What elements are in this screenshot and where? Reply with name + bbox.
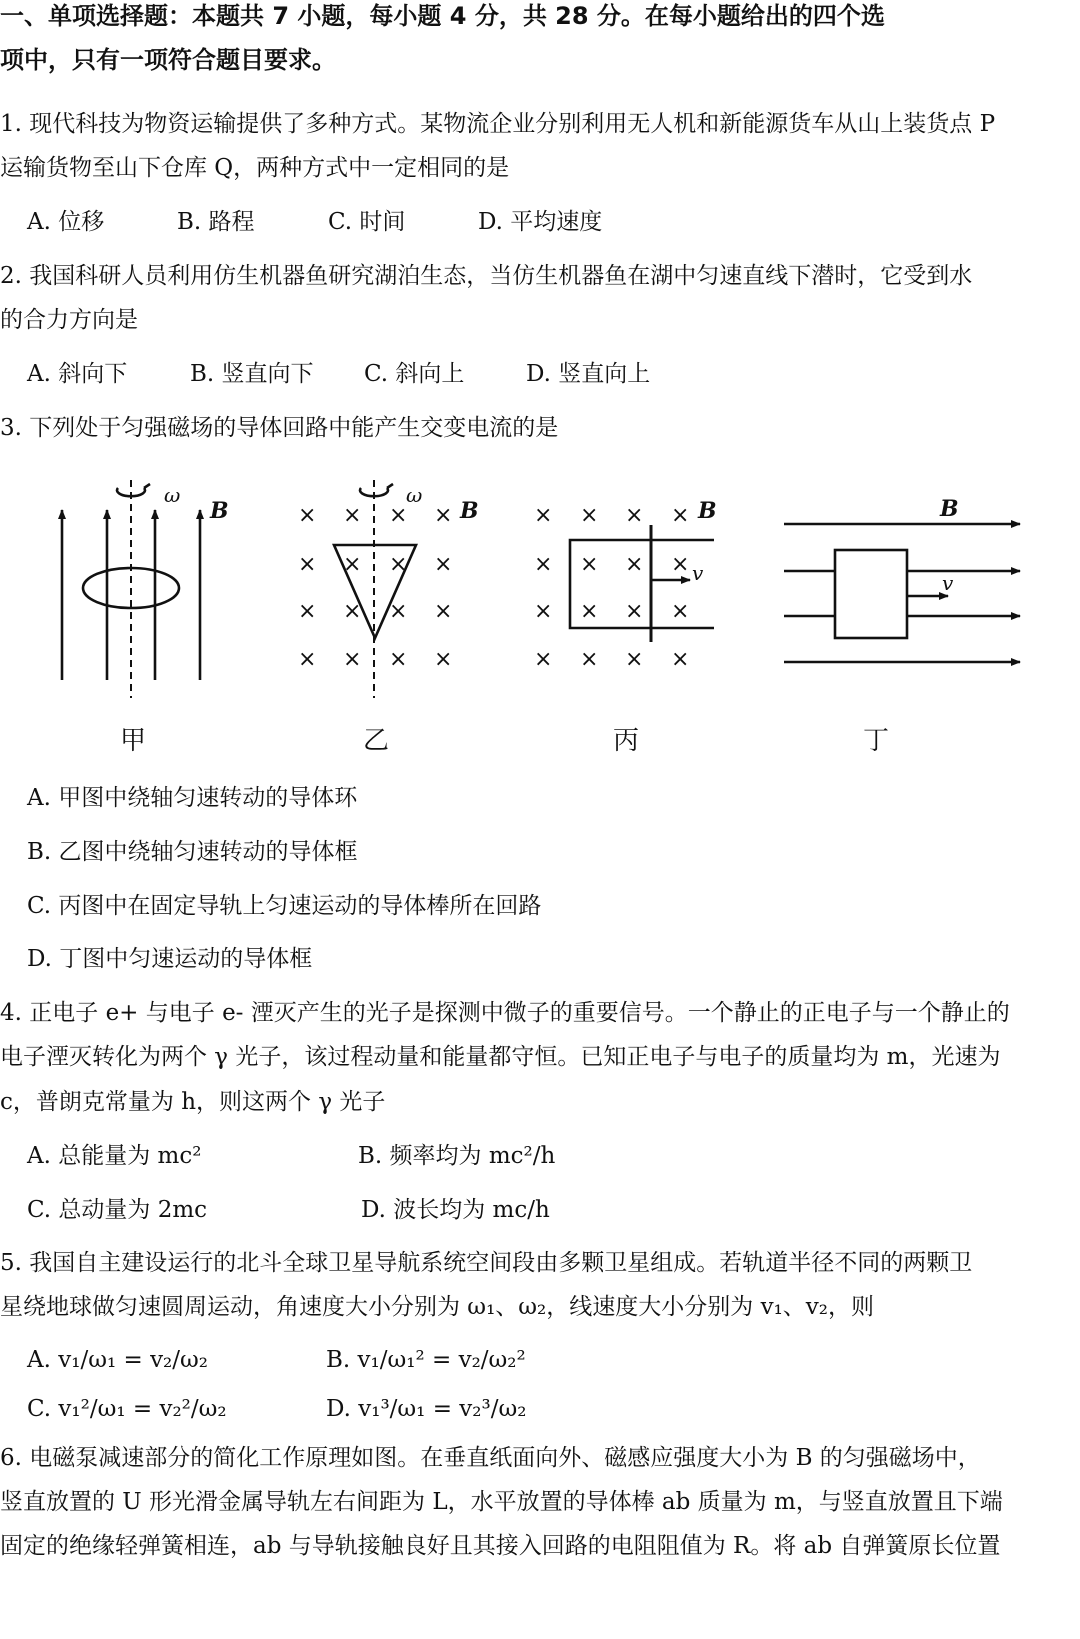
q5-option-a: A. v₁/ω₁ = v₂/ω₂ [27, 1347, 209, 1373]
svg-text:×: × [671, 647, 690, 672]
svg-text:×: × [434, 503, 453, 528]
q1-option-a: A. 位移 [27, 209, 105, 235]
svg-text:×: × [343, 552, 362, 577]
question-5-line-1: 5. 我国自主建设运行的北斗全球卫星导航系统空间段由多颗卫星组成。若轨道半径不同的两颗卫 [0, 1250, 973, 1276]
caption-jia: 甲 [120, 726, 147, 756]
caption-ding: 丁 [863, 726, 890, 756]
svg-text:×: × [534, 503, 553, 528]
svg-text:×: × [298, 599, 317, 624]
v-label-bing: v [692, 561, 704, 585]
question-1-line-1: 1. 现代科技为物资运输提供了多种方式。某物流企业分别利用无人机和新能源货车从山上装货点 P [0, 111, 996, 137]
svg-text:×: × [434, 647, 453, 672]
svg-text:×: × [298, 647, 317, 672]
q1-option-d: D. 平均速度 [478, 209, 603, 235]
svg-text:×: × [580, 503, 599, 528]
q1-option-c: C. 时间 [328, 209, 406, 235]
question-3-line-1: 3. 下列处于匀强磁场的导体回路中能产生交变电流的是 [0, 415, 559, 441]
question-4-line-3: c，普朗克常量为 h，则这两个 γ 光子 [0, 1089, 386, 1115]
q3-option-a: A. 甲图中绕轴匀速转动的导体环 [27, 785, 358, 811]
question-2-line-2: 的合力方向是 [0, 307, 138, 333]
q2-option-c: C. 斜向上 [364, 361, 465, 387]
q4-option-d: D. 波长均为 mc/h [361, 1197, 550, 1223]
q5-option-c: C. v₁²/ω₁ = v₂²/ω₂ [27, 1396, 227, 1422]
figure-bing [534, 498, 717, 672]
q5-option-b: B. v₁/ω₁² = v₂/ω₂² [326, 1347, 526, 1373]
question-6-line-2: 竖直放置的 U 形光滑金属导轨左右间距为 L，水平放置的导体棒 ab 质量为 m，与竖直放置且下端 [0, 1489, 1003, 1515]
q1-option-b: B. 路程 [177, 209, 255, 235]
omega-label-jia: ω [164, 483, 181, 507]
b-label-jia: B [210, 498, 229, 524]
section-heading-line-2: 项中，只有一项符合题目要求。 [0, 46, 336, 74]
v-label-ding: v [942, 571, 954, 595]
svg-text:×: × [389, 552, 408, 577]
svg-text:×: × [671, 552, 690, 577]
q3-figure [0, 480, 1080, 760]
svg-text:×: × [298, 503, 317, 528]
q4-option-b: B. 频率均为 mc²/h [358, 1143, 556, 1169]
q3-option-d: D. 丁图中匀速运动的导体框 [27, 946, 313, 972]
q2-option-d: D. 竖直向上 [526, 361, 651, 387]
svg-text:×: × [389, 503, 408, 528]
figure-yi [298, 480, 479, 698]
svg-text:×: × [343, 647, 362, 672]
svg-text:×: × [625, 647, 644, 672]
question-4-line-2: 电子湮灭转化为两个 γ 光子，该过程动量和能量都守恒。已知正电子与电子的质量均为 m，光速为 [0, 1044, 1001, 1070]
svg-text:×: × [625, 552, 644, 577]
b-label-yi: B [460, 498, 479, 524]
svg-text:×: × [298, 552, 317, 577]
omega-label-yi: ω [406, 483, 423, 507]
svg-text:×: × [389, 647, 408, 672]
svg-text:×: × [671, 599, 690, 624]
svg-text:×: × [534, 599, 553, 624]
q4-option-a: A. 总能量为 mc² [27, 1143, 202, 1169]
svg-text:×: × [625, 503, 644, 528]
svg-text:×: × [343, 503, 362, 528]
q4-option-c: C. 总动量为 2mc [27, 1197, 208, 1223]
b-label-bing: B [698, 498, 717, 524]
question-6-line-3: 固定的绝缘轻弹簧相连，ab 与导轨接触良好且其接入回路的电阻阻值为 R。将 ab 自弹簧原长位置 [0, 1533, 1001, 1559]
caption-yi: 乙 [363, 726, 390, 756]
q2-option-b: B. 竖直向下 [190, 361, 314, 387]
svg-text:×: × [580, 552, 599, 577]
q3-option-b: B. 乙图中绕轴匀速转动的导体框 [27, 839, 358, 865]
question-5-line-2: 星绕地球做匀速圆周运动，角速度大小分别为 ω₁、ω₂，线速度大小分别为 v₁、v₂，则 [0, 1294, 874, 1320]
svg-text:×: × [534, 647, 553, 672]
question-6-line-1: 6. 电磁泵减速部分的简化工作原理如图。在垂直纸面向外、磁感应强度大小为 B 的匀强磁场中， [0, 1445, 981, 1471]
q2-option-a: A. 斜向下 [27, 361, 128, 387]
b-label-ding: B [940, 496, 959, 522]
svg-text:×: × [534, 552, 553, 577]
figure-jia [62, 480, 229, 698]
svg-text:×: × [671, 503, 690, 528]
q3-option-c: C. 丙图中在固定导轨上匀速运动的导体棒所在回路 [27, 893, 542, 919]
section-heading-line-1: 一、单项选择题：本题共 7 小题，每小题 4 分，共 28 分。在每小题给出的四个选 [0, 2, 885, 30]
svg-text:×: × [434, 552, 453, 577]
q5-option-d: D. v₁³/ω₁ = v₂³/ω₂ [326, 1396, 527, 1422]
svg-text:×: × [389, 599, 408, 624]
figure-ding [784, 496, 1020, 662]
svg-text:×: × [625, 599, 644, 624]
svg-text:×: × [343, 599, 362, 624]
svg-text:×: × [434, 599, 453, 624]
question-4-line-1: 4. 正电子 e+ 与电子 e- 湮灭产生的光子是探测中微子的重要信号。一个静止的正电子与一个静止的 [0, 1000, 1010, 1026]
question-2-line-1: 2. 我国科研人员利用仿生机器鱼研究湖泊生态，当仿生机器鱼在湖中匀速直线下潜时，它受到水 [0, 263, 973, 289]
svg-text:×: × [580, 647, 599, 672]
caption-bing: 丙 [613, 726, 640, 756]
question-1-line-2: 运输货物至山下仓库 Q，两种方式中一定相同的是 [0, 155, 510, 181]
svg-text:×: × [580, 599, 599, 624]
